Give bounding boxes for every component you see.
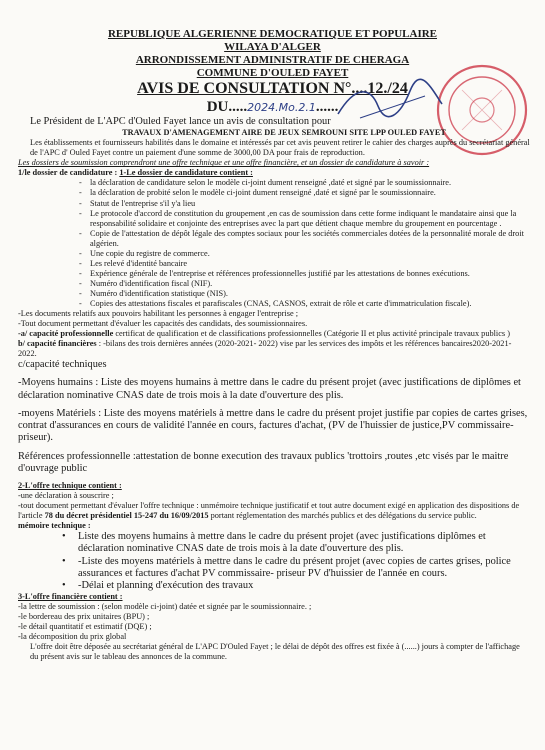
moyens-materiels: -moyens Matériels : Liste des moyens matériels à mettre dans le cadre du présent projet justifie par copies de cartes grises, contrat d'assurances en cours de validité l'année en cours, factures d'achat, (PV de l'huissier de justice,PV commissaire- priseur). [18, 407, 528, 444]
memoire-technique-label: mémoire technique : [18, 521, 91, 531]
pouvoirs-line: -Les documents relatifs aux pouvoirs habilitant les personnes à engager l'entreprise ; [18, 309, 299, 319]
list-item: - Numéro d'identification fiscal (NIF). [90, 279, 530, 289]
list-item: - Copies des attestations fiscales et parafiscales (CNAS, CASNOS, extrait de rôle et carte d'immatriculation fiscale). [90, 299, 530, 309]
dossier-note: Les dossiers de soumission comprendront une offre technique et une offre financière, et un dossier de candidature à savoir : [18, 158, 430, 168]
list-item: - Les relevé d'identité bancaire [90, 259, 530, 269]
list-item: - Numéro d'identification statistique (NIS). [90, 289, 530, 299]
list-item: - Expérience générale de l'entreprise et références professionnelles justifié par les attestations de bonnes exécutions. [90, 269, 530, 279]
date-handwritten: 2024.Mo.2.1 [247, 101, 316, 114]
financiere-heading: 3-L'offre financière contient : [18, 592, 123, 602]
document-title: AVIS DE CONSULTATION N°....12./24 [137, 80, 408, 97]
technique-line2-a: -tout document permettant d'évaluer l'offre technique : unmémoire technique justificatif et tout autre document exigé en application des dispositions de l'article [18, 501, 520, 521]
header-arrondissement: ARRONDISSEMENT ADMINISTRATIF DE CHERAGA [135, 54, 410, 66]
date-suffix: ...... [315, 99, 339, 115]
candidature-heading-num: 1/le dossier de candidature : [18, 168, 120, 178]
technique-line1: -une déclaration à souscrire ; [18, 490, 114, 500]
candidature-list [18, 178, 530, 309]
technique-heading: 2-L'offre technique contient : [18, 480, 122, 490]
intro-line: Le Président de L'APC d'Ouled Fayet lance un avis de consultation pour [30, 116, 331, 127]
list-item: - Copie de l'attestation de dépôt légale des comptes sociaux pour les sociétés commerciales dotées de la personnalité morale de droit algérien. [90, 229, 530, 249]
list-item: -la lettre de soumission : (selon modèle ci-joint) datée et signée par le soumissionnaire. ; [18, 602, 312, 612]
list-item: • -Liste des moyens matériels à mettre dans le cadre du présent projet (avec copies de cartes grises, police assurances et factures d'achat PV commissaire- priseur PV d'huissier de l'année en cours. [78, 556, 530, 580]
list-item: • -Délai et planning d'exécution des travaux [78, 580, 530, 592]
technique-line2-c: portant réglementation des marchés publics et des délégations du service public. [208, 511, 477, 521]
list-item: -la décomposition du prix global [18, 632, 127, 642]
capacite-financiere-text: : -bilans des trois dernières années (2020-2021- 2022) vise par les services des impôts et les références bancaires2020-2021-2022. [18, 339, 512, 359]
header-commune: COMMUNE D'OULED FAYET [196, 67, 349, 79]
header-republic: REPUBLIQUE ALGERIENNE DEMOCRATIQUE ET POPULAIRE [107, 28, 438, 40]
capacite-professionnelle [18, 329, 530, 339]
project-name: TRAVAUX D'AMENAGEMENT AIRE DE JEUX SEMROUNI SITE LPP OULED FAYET [122, 128, 446, 138]
list-item: - la déclaration de probité selon le modèle ci-joint dument renseigné ,daté et signé par le soumissionnaire. [90, 188, 530, 198]
list-item: -le détail quantitatif et estimatif (DQE) ; [18, 622, 152, 632]
list-item: - Statut de l'entreprise s'il y'a lieu [90, 199, 530, 209]
capacite-financiere-label: b/ capacité financières [18, 339, 97, 349]
capacite-professionnelle-text: certificat de qualification et de classifications professionnelles (Catégorie II et plus activité principale travaux publics ) [113, 329, 510, 339]
closing-paragraph: L'offre doit être déposée au secrétariat général de L'APC D'Ouled Fayet ; le délai de dépôt des offres est fixée à (......) jours à compter de l'affichage du présent avis sur le tableau des annonces de la commune. [30, 642, 520, 662]
technique-decree: 78 du décret présidentiel 15-247 du 16/09/2015 [44, 511, 209, 521]
list-item: • Liste des moyens humains à mettre dans le cadre du présent projet (avec justifications diplômes et déclaration nominative CNAS date de trois mois à la date d'ouverture des plis. [78, 531, 530, 555]
list-item: - Le protocole d'accord de constitution du groupement ,en cas de soumission dans cette forme indiquant le mandataire ainsi que la responsabilité solidaire et conjointe des entreprises avec la part que détient chaque membre du groupement en pourcentage . [90, 209, 530, 229]
document-body [18, 116, 530, 662]
memoire-technique-list [18, 531, 530, 592]
capacite-professionnelle-label: -a/ capacité professionnelle [18, 329, 114, 339]
intro-paragraph: Les établissements et fournisseurs habilités dans le domaine et intéressés par cet avis peuvent retirer le cahier des charges auprès du secrétariat général de l'APC d' Ouled Fayet contre un paiement d'une somme de 3000,00 DA pour frais de reproduction. [30, 138, 530, 158]
capacite-techniques: c/capacité techniques [18, 359, 107, 371]
candidature-heading [18, 168, 530, 178]
candidature-heading-title: 1-Le dossier de candidature contient : [119, 168, 253, 178]
moyens-humains: -Moyens humains : Liste des moyens humains à mettre dans le cadre du présent projet (avec justifications de diplômes et déclaration nominative CNAS date de trois mois à la date d'ouverture des plis. [18, 377, 521, 401]
date-line [0, 98, 545, 117]
capacites-line: -Tout document permettant d'évaluer les capacités des candidats, des soumissionnaires. [18, 319, 308, 329]
date-prefix: DU..... [206, 99, 248, 115]
list-item: - la déclaration de candidature selon le modèle ci-joint dument renseigné ,daté et signé par le soumissionnaire. [90, 178, 530, 188]
list-item: -le bordereau des prix unitaires (BPU) ; [18, 612, 150, 622]
list-item: - Une copie du registre de commerce. [90, 249, 530, 259]
technique-line2 [18, 501, 530, 521]
capacite-financiere [18, 339, 530, 359]
references-professionnelles: Références professionnelle :attestation de bonne execution des travaux publics 'trottoirs ,routes ,etc visés par le maitre d'ouvrage public [18, 450, 509, 474]
header-wilaya: WILAYA D'ALGER [224, 41, 321, 53]
